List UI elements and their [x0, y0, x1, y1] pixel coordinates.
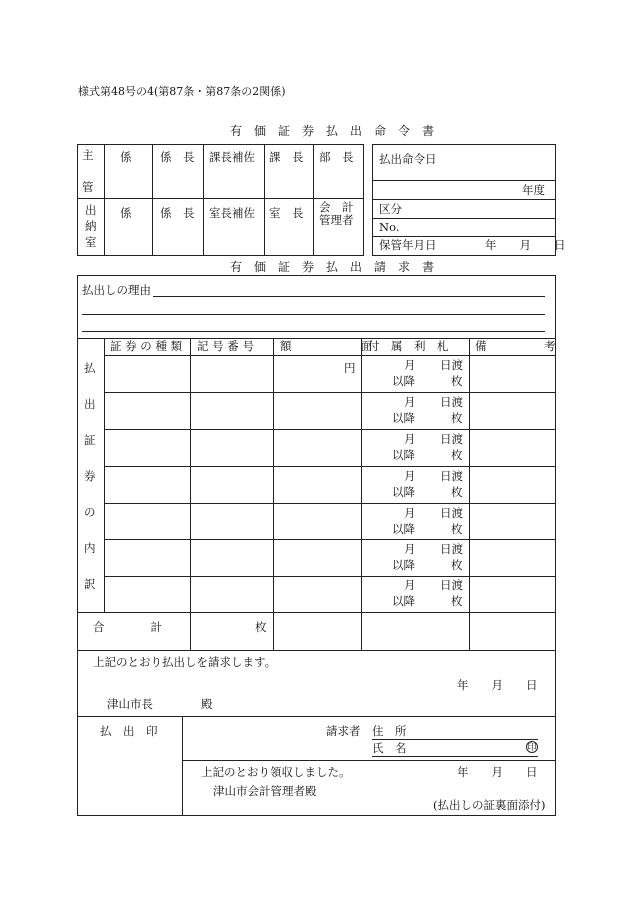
row-0-after: 以降	[392, 374, 415, 388]
main-label-1: 主	[82, 148, 94, 162]
row-3-sheets: 枚	[451, 485, 463, 499]
request-statement: 上記のとおり払出しを請求します。	[93, 655, 277, 669]
row-6-day: 日渡	[440, 578, 463, 592]
side-label-3: 券	[84, 469, 96, 483]
accountant-label: 津山市会計管理者殿	[213, 784, 317, 798]
row-2-day: 日渡	[440, 432, 463, 446]
order-date-label: 払出命令日	[379, 152, 437, 166]
row-0-sheets: 枚	[451, 374, 463, 388]
mayor-label: 津山市長	[107, 697, 153, 711]
office-label-1: 納	[85, 219, 97, 233]
order-title: 有 価 証 券 払 出 命 令 書	[230, 124, 435, 138]
row-4-day: 日渡	[440, 506, 463, 520]
row-1-after: 以降	[392, 411, 415, 425]
side-label-0: 払	[84, 361, 96, 375]
side-label-1: 出	[84, 397, 96, 411]
office-col-1: 係 長	[160, 206, 195, 220]
row-2-month: 月	[404, 432, 416, 446]
row-5-day: 日渡	[440, 542, 463, 556]
receipt-date: 年 月 日	[457, 765, 538, 779]
request-title: 有 価 証 券 払 出 請 求 書	[230, 260, 435, 274]
office-label-2: 室	[85, 235, 97, 249]
side-label-4: の	[84, 505, 96, 519]
office-label-0: 出	[85, 203, 97, 217]
storage-date-ymd: 年 月 日	[485, 238, 566, 252]
total-label: 合 計	[93, 620, 162, 634]
row-6-sheets: 枚	[451, 594, 463, 608]
form-reference: 様式第48号の4(第87条・第87条の2関係)	[78, 85, 286, 98]
row-2-sheets: 枚	[451, 448, 463, 462]
office-col-4-line2: 管理者	[319, 213, 354, 227]
main-col-1: 係 長	[160, 150, 195, 164]
office-col-3: 室 長	[269, 206, 304, 220]
row-5-month: 月	[404, 542, 416, 556]
row-6-after: 以降	[392, 594, 415, 608]
currency-unit: 円	[344, 361, 356, 375]
row-6-month: 月	[404, 578, 416, 592]
row-5-after: 以降	[392, 558, 415, 572]
main-label-2: 管	[82, 180, 94, 194]
col-face-value: 額 面	[280, 339, 372, 353]
number-label: No.	[379, 220, 400, 234]
reason-label: 払出しの理由	[82, 283, 151, 297]
side-label-2: 証	[84, 433, 96, 447]
category-label: 区分	[379, 202, 402, 216]
attachment-note: (払出しの証裏面添付)	[433, 798, 546, 812]
row-3-day: 日渡	[440, 469, 463, 483]
row-3-after: 以降	[392, 485, 415, 499]
row-0-day: 日渡	[440, 358, 463, 372]
request-date: 年 月 日	[457, 678, 538, 692]
office-col-2: 室長補佐	[209, 206, 255, 220]
requester-label: 請求者	[326, 724, 361, 738]
row-2-after: 以降	[392, 448, 415, 462]
row-5-sheets: 枚	[451, 558, 463, 572]
main-col-0: 係	[120, 150, 132, 164]
side-label-5: 内	[84, 541, 96, 555]
row-4-after: 以降	[392, 522, 415, 536]
col-serial-number: 記 号 番 号	[197, 339, 254, 353]
total-unit: 枚	[255, 620, 267, 634]
main-col-3: 課 長	[269, 150, 304, 164]
row-4-month: 月	[404, 506, 416, 520]
receipt-statement: 上記のとおり領収しました。	[201, 765, 351, 779]
mayor-honorific: 殿	[201, 697, 213, 711]
office-col-4: 会 計	[319, 200, 354, 214]
row-1-sheets: 枚	[451, 411, 463, 425]
row-0-month: 月	[404, 358, 416, 372]
main-col-2: 課長補佐	[209, 150, 255, 164]
col-coupons: 付 属 利 札	[368, 339, 449, 353]
office-col-0: 係	[120, 206, 132, 220]
seal-mark: 印	[527, 743, 537, 753]
row-4-sheets: 枚	[451, 522, 463, 536]
side-label-6: 訳	[84, 577, 96, 591]
main-col-4: 部 長	[319, 150, 354, 164]
fiscal-year-label: 年度	[522, 183, 545, 197]
col-remarks: 備 考	[475, 339, 556, 353]
name-label: 氏 名	[372, 741, 407, 755]
row-1-month: 月	[404, 395, 416, 409]
payout-stamp-label: 払 出 印	[100, 724, 158, 738]
row-1-day: 日渡	[440, 395, 463, 409]
address-label: 住 所	[372, 724, 407, 738]
col-security-type: 証 券 の 種 類	[110, 339, 183, 353]
storage-date-label: 保管年月日	[379, 238, 437, 252]
row-3-month: 月	[404, 469, 416, 483]
